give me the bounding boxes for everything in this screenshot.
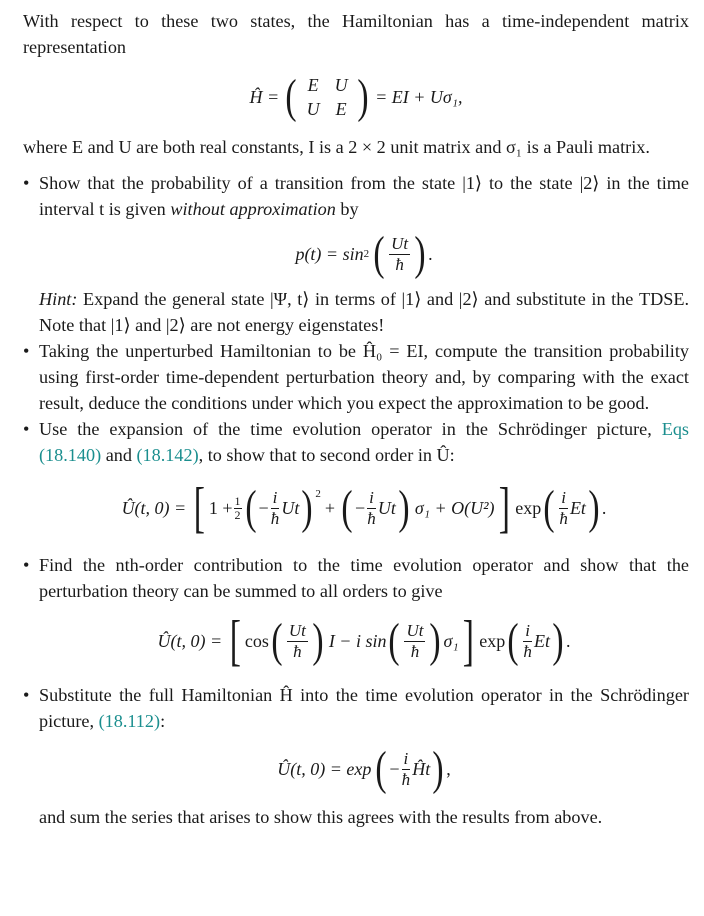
list-item [23, 170, 689, 338]
matrix-cell: E [335, 99, 347, 119]
intro-paragraph-2: where E and U are both real constants, I is a 2 × 2 unit matrix and σ₁ is a Pauli matrix. [23, 137, 650, 157]
equation-link[interactable]: Eqs (18.140) [39, 419, 689, 465]
fraction [402, 749, 411, 790]
half-fraction [234, 495, 242, 522]
eq-minus: − [389, 759, 400, 779]
numerator: Ut [391, 233, 409, 253]
intro-paragraph: With respect to these two states, the Hamiltonian has a time-independent matrix representation [23, 11, 689, 57]
eq-term: Et [533, 631, 550, 651]
denominator: ħ [401, 769, 411, 789]
eq-term: σ₁ + O(U²) [414, 498, 495, 518]
denominator: ħ [523, 641, 532, 661]
numerator: Ut [288, 620, 306, 640]
left-paren: ( [285, 70, 297, 123]
fraction [287, 621, 308, 662]
right-bracket: ] [498, 477, 510, 539]
eq-exp: exp [515, 498, 542, 518]
eq-term: σ₁ [443, 631, 459, 651]
matrix-cell: E [307, 75, 319, 95]
denominator: ħ [270, 508, 280, 528]
eq-minus: − [355, 498, 366, 518]
exponential-equation [39, 734, 689, 804]
eq-cos: cos [244, 631, 269, 651]
numerator: Ut [406, 620, 424, 640]
fraction [523, 621, 532, 662]
equation-link[interactable]: (18.142) [136, 445, 199, 465]
item-text: , to show that to second order in Û: [198, 445, 455, 465]
fraction [389, 234, 410, 275]
bullet-icon: • [23, 173, 30, 193]
item-emphasis: without approximation [170, 199, 336, 219]
all-orders-equation [39, 604, 689, 678]
item-text: Find the nth-order contribution to the time evolution operator and show that the perturbation theory can be summed to all orders to give [39, 555, 689, 601]
list-item [23, 416, 689, 548]
eq-end: . [428, 244, 433, 264]
fraction [271, 488, 280, 529]
page-content [23, 8, 689, 830]
eq-end: . [565, 631, 571, 651]
eq-term: I − i sin [328, 631, 387, 651]
list-item [23, 682, 689, 830]
equation-link[interactable]: (18.112) [98, 711, 161, 731]
bullet-icon: • [23, 341, 30, 361]
eq-term: Ut [377, 498, 396, 518]
eq-term: 1 + [208, 498, 233, 518]
right-paren: ) [357, 70, 369, 123]
probability-equation [39, 222, 689, 286]
left-bracket: [ [229, 610, 242, 672]
fraction [367, 488, 376, 529]
list-item [23, 552, 689, 678]
item-tail: and sum the series that arises to show this agrees with the results from above. [39, 807, 603, 827]
eq-end: . [601, 498, 607, 518]
item-text: and [105, 445, 132, 465]
item-text: Use the expansion of the time evolution operator in the Schrödinger picture, [39, 419, 652, 439]
eq-plus: + [324, 498, 336, 518]
hamiltonian-equation [23, 62, 689, 132]
hint-acronym: TDSE [639, 289, 685, 309]
left-paren: ( [271, 614, 283, 667]
eq-exponent: 2 [363, 248, 370, 260]
list-item [23, 338, 689, 416]
numerator: i [525, 620, 530, 640]
right-paren: ) [414, 227, 426, 280]
hint-text: . Note that |1⟩ and |2⟩ are not energy eigenstates! [39, 289, 690, 335]
denominator: ħ [367, 508, 376, 528]
right-paren: ) [429, 614, 442, 667]
eq-term: Ut [281, 498, 300, 518]
hamiltonian-matrix [299, 73, 355, 121]
right-bracket: ] [462, 610, 474, 672]
eq-lhs: Û(t, 0) = [121, 498, 187, 518]
left-paren: ( [375, 742, 387, 795]
eq-exponent: 2 [315, 488, 321, 500]
eq-lhs: Û(t, 0) = [157, 631, 223, 651]
item-text: Show that the probability of a transition from the state |1⟩ to the state |2⟩ in the time interval t is given [39, 173, 689, 219]
right-paren: ) [312, 614, 324, 667]
numerator: i [403, 748, 409, 768]
denominator: ħ [410, 641, 420, 661]
item-text: : [160, 711, 166, 731]
fraction [559, 488, 568, 529]
denominator: 2 [234, 507, 241, 522]
left-paren: ( [543, 481, 555, 534]
bullet-icon: • [23, 419, 30, 439]
eq-lhs: Ĥ = [249, 87, 280, 107]
eq-minus: − [258, 498, 269, 518]
item-text: by [340, 199, 359, 219]
left-paren: ( [244, 481, 257, 534]
eq-lhs: p(t) = sin [295, 244, 364, 264]
bullet-icon: • [23, 555, 30, 575]
numerator: i [272, 487, 278, 507]
left-bracket: [ [193, 477, 206, 539]
hint-text: Expand the general state |Ψ, t⟩ in terms of |1⟩ and |2⟩ and substitute in the [83, 289, 634, 309]
item-text: Substitute the full Hamiltonian Ĥ into the time evolution operator in the Schrödinger picture, [39, 685, 689, 731]
bullet-icon: • [23, 685, 30, 705]
item-text: Taking the unperturbed Hamiltonian to be Ĥ₀ = EI, compute the transition probability using first-order time-dependent perturbation theory and, by comparing with the exact result, deduce the conditions under which you expect the approximation to be good. [39, 341, 689, 413]
numerator: i [369, 487, 374, 507]
left-paren: ( [341, 481, 353, 534]
hint-label: Hint: [39, 289, 78, 309]
right-paren: ) [301, 481, 313, 534]
second-order-equation [39, 468, 689, 548]
left-paren: ( [373, 227, 385, 280]
hint-paragraph [39, 286, 689, 338]
matrix-cell: U [334, 75, 348, 95]
numerator: 1 [234, 493, 241, 508]
matrix-cell: U [306, 99, 320, 119]
right-paren: ) [588, 481, 600, 534]
denominator: ħ [293, 641, 302, 661]
denominator: ħ [559, 508, 568, 528]
eq-term: Et [569, 498, 586, 518]
eq-rhs: = EI + Uσ₁, [375, 87, 463, 107]
left-paren: ( [507, 614, 519, 667]
eq-term: Ĥt [412, 759, 431, 779]
eq-exp: exp [479, 631, 506, 651]
denominator: ħ [395, 254, 404, 274]
right-paren: ) [552, 614, 564, 667]
eq-end: , [446, 759, 451, 779]
right-paren: ) [432, 742, 444, 795]
fraction [404, 621, 425, 662]
right-paren: ) [398, 481, 410, 534]
left-paren: ( [388, 614, 401, 667]
numerator: i [561, 487, 566, 507]
eq-lhs: Û(t, 0) = exp [277, 759, 372, 779]
